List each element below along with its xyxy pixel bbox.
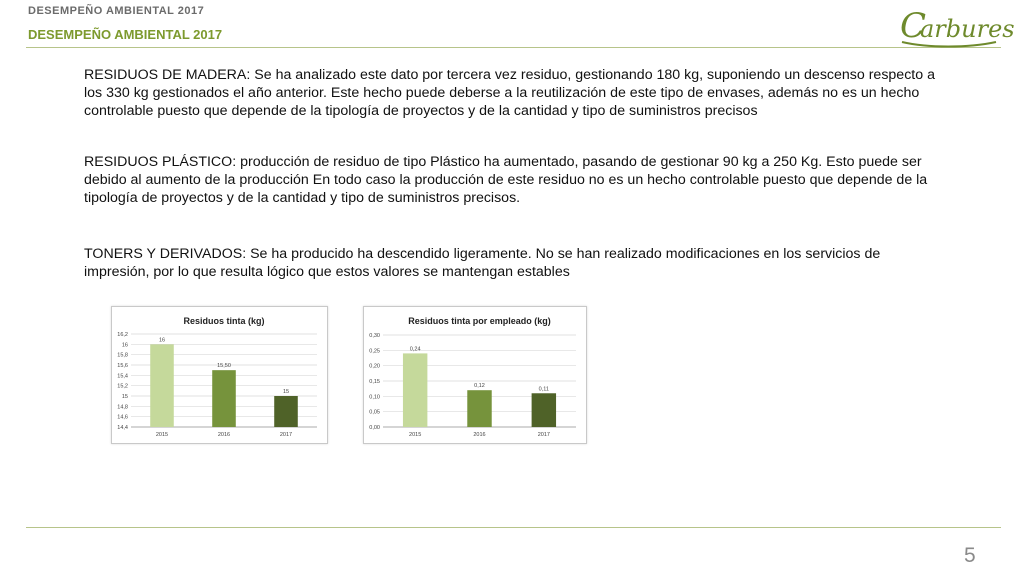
data-label: 0,24	[409, 346, 421, 353]
page-number: 5	[964, 544, 976, 567]
chart-title: Residuos tinta (kg)	[183, 316, 265, 326]
x-tick-label: 2016	[473, 432, 486, 438]
y-tick-label: 15,4	[117, 373, 128, 380]
logo-initial: C	[900, 6, 927, 46]
paragraph-toners: TONERS Y DERIVADOS: Se ha producido ha descendido ligeramente. No se han realizado modificaciones en los servicios de impresión, por lo que resulta lógico que estos valores se mantengan estables	[84, 246, 881, 280]
x-tick-label: 2015	[409, 432, 422, 438]
bar-2016	[467, 390, 491, 427]
y-tick-label: 14,6	[117, 414, 128, 421]
chart-residuos-tinta-empleado-svg	[364, 307, 586, 443]
bar-2017	[532, 393, 556, 427]
y-tick-label: 0,05	[369, 409, 380, 416]
chart-residuos-tinta-svg	[112, 307, 327, 443]
y-tick-label: 15,8	[117, 352, 128, 359]
data-label: 15,50	[217, 363, 231, 370]
header-small-title: DESEMPEÑO AMBIENTAL 2017	[28, 5, 205, 17]
header-divider	[26, 47, 1001, 48]
x-tick-label: 2017	[537, 432, 550, 438]
data-label: 0,11	[538, 386, 549, 393]
y-tick-label: 0,20	[369, 363, 380, 370]
paragraph-plastico: RESIDUOS PLÁSTICO: producción de residuo de tipo Plástico ha aumentado, pasando de gestionar 90 kg a 250 Kg. Esto puede ser debido al aumento de la producción En todo caso la producción de este residuo no es un hecho controlable puesto que depende de la tipología de proyectos y de la cantidad y tipo de suministros precisos.	[84, 154, 928, 206]
y-tick-label: 0,00	[369, 425, 380, 431]
y-tick-label: 15,2	[117, 383, 128, 390]
y-tick-label: 0,25	[369, 348, 380, 355]
footer-divider	[26, 527, 1001, 528]
logo-wordmark: arbures	[920, 15, 1015, 43]
y-tick-label: 0,10	[369, 394, 380, 401]
y-tick-label: 0,15	[369, 379, 380, 385]
y-tick-label: 16	[121, 342, 128, 349]
x-tick-label: 2015	[155, 432, 169, 438]
paragraph-madera: RESIDUOS DE MADERA: Se ha analizado este dato por tercera vez residuo, gestionando 180 kg, suponiendo un descenso respecto a los 330 kg gestionados el año anterior. Este hecho puede deberse a la reutilización de este tipo de envases, además no es un hecho controlable puesto que depende de la tipología de proyectos y de la cantidad y tipo de suministros precisos	[84, 67, 935, 119]
x-tick-label: 2017	[279, 432, 293, 438]
y-tick-label: 15	[121, 394, 128, 400]
page-title: DESEMPEÑO AMBIENTAL 2017	[28, 27, 223, 42]
y-tick-label: 16,2	[117, 332, 128, 338]
company-logo	[898, 4, 1015, 48]
bar-2015	[150, 344, 174, 427]
y-tick-label: 15,6	[117, 363, 128, 369]
chart-residuos-tinta-empleado	[363, 306, 587, 444]
logo-swoosh-icon	[898, 4, 1015, 48]
bar-2015	[403, 353, 427, 427]
bar-2017	[274, 396, 298, 427]
chart-title: Residuos tinta por empleado (kg)	[408, 316, 551, 326]
data-label: 15	[282, 389, 290, 395]
bar-2016	[212, 370, 236, 427]
y-tick-label: 14,8	[117, 404, 128, 411]
data-label: 0,12	[474, 383, 485, 390]
data-label: 16	[158, 337, 166, 344]
chart-residuos-tinta	[111, 306, 328, 444]
y-tick-label: 0,30	[369, 333, 380, 339]
y-tick-label: 14,4	[117, 425, 128, 431]
x-tick-label: 2016	[217, 432, 231, 438]
